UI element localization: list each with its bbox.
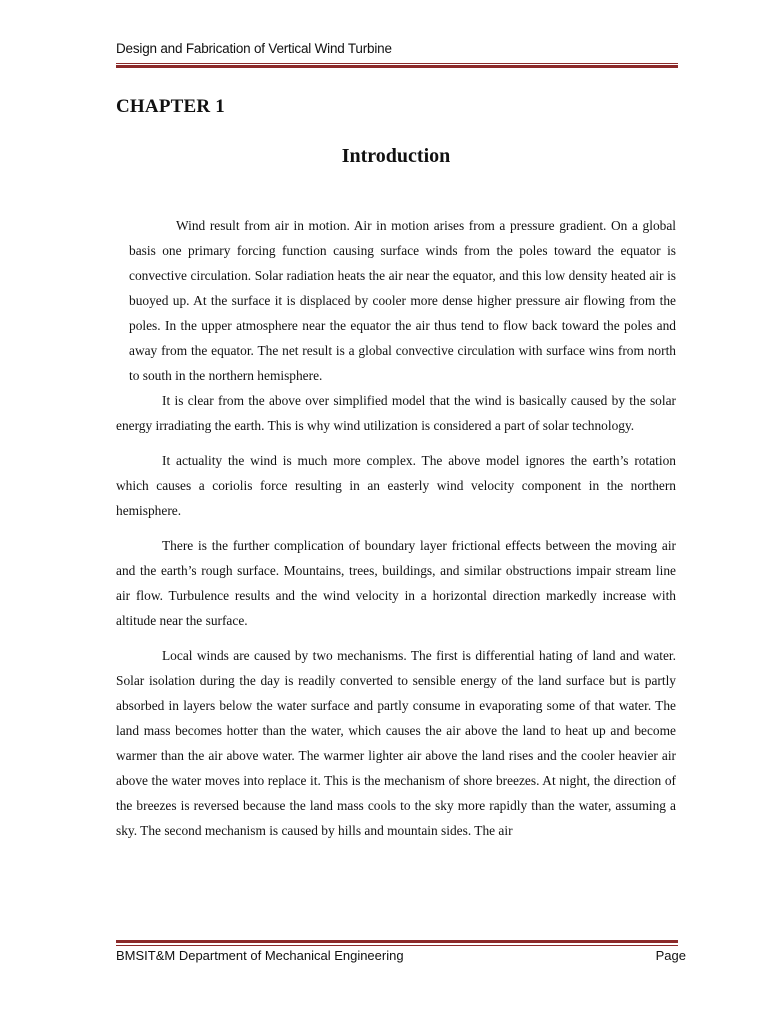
paragraph: It actuality the wind is much more complex. The above model ignores the earth’s rotation which causes a coriolis force resulting in an easterly wind velocity component in the northern hemisphere. [116, 453, 676, 518]
header-rule-thin [116, 63, 678, 64]
paragraph: It is clear from the above over simplified model that the wind is basically caused by the solar energy irradiating the earth. This is why wind utilization is considered a part of solar technology. [116, 393, 676, 433]
chapter-heading: CHAPTER 1 [116, 96, 225, 117]
footer-rule-thick [116, 940, 678, 943]
section-title: Introduction [341, 145, 451, 167]
paragraph: There is the further complication of boundary layer frictional effects between the moving air and the earth’s rough surface. Mountains, trees, buildings, and similar obstructions impair stream line air flow. Turbulence results and the wind velocity in a horizontal direction markedly increase with altitude near the surface. [116, 538, 676, 628]
paragraph: Wind result from air in motion. Air in motion arises from a pressure gradient. On a global basis one primary forcing function causing surface winds from the poles toward the equator is convective circulation. Solar radiation heats the air near the equator, and this low density heated air is buoyed up. At the surface it is displaced by cooler more dense higher pressure air flowing from the poles. In the upper atmosphere near the equator the air thus tend to flow back toward the poles and away from the equator. The net result is a global convective circulation with surface wins from north to south in the northern hemisphere. [129, 218, 676, 383]
header-rule-thick [116, 65, 678, 68]
paragraph: Local winds are caused by two mechanisms. The first is differential hating of land and water. Solar isolation during the day is readily converted to sensible energy of the land surface but is partly absorbed in layers below the water surface and partly consume in evaporating some of that water. The land mass becomes hotter than the water, which causes the air above the land to heat up and become warmer than the air above water. The warmer lighter air above the land rises and the cooler heavier air above the water moves into replace it. This is the mechanism of shore breezes. At night, the direction of the breezes is reversed because the land mass cools to the sky more rapidly than the water, assuming a sky. The second mechanism is caused by hills and mountain sides. The air [116, 648, 676, 838]
body-text [116, 213, 676, 843]
footer-page-label: Page [655, 948, 686, 963]
footer-department: BMSIT&M Department of Mechanical Engineering [116, 948, 404, 963]
footer-rule-thin [116, 945, 678, 946]
running-header-title: Design and Fabrication of Vertical Wind Turbine [116, 41, 392, 56]
